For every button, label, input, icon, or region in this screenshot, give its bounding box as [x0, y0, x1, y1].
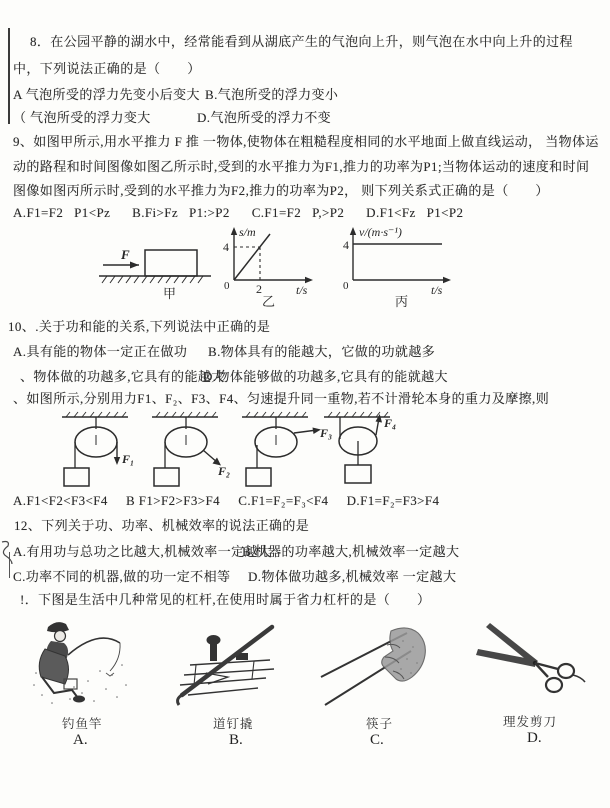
- q8-option-d: D.气泡所受的浮力不变: [197, 110, 332, 125]
- fulcrum-knob: [207, 635, 221, 645]
- letter-c: C.: [370, 732, 384, 748]
- y-tick: 4: [343, 238, 349, 252]
- scan-artifact-scribble: [0, 538, 14, 566]
- origin-label: 0: [343, 280, 349, 292]
- q13-stem: !．下图是生活中几种常见的杠杆,在使用时属于省力杠杆的是（ ）: [20, 592, 431, 607]
- q10-stem: 10、.关于功和能的关系,下列说法中正确的是: [8, 319, 271, 334]
- caption-jia: 甲: [163, 286, 177, 301]
- weight: [154, 468, 179, 486]
- q12-option-b: B.机器的功率越大,机械效率一定越大: [242, 544, 460, 559]
- x-axis-label: t/s: [431, 283, 443, 297]
- q12-option-d: D.物体做功越多,机械效率 一定越大: [248, 569, 457, 584]
- letter-a: A.: [73, 732, 88, 748]
- figure-scissors: [470, 615, 595, 711]
- caption-spike-crowbar: 道钉撬: [213, 717, 254, 731]
- force-arrowhead: [130, 262, 139, 269]
- finger-rest: [573, 675, 585, 682]
- weight: [345, 465, 371, 483]
- q10-option-a: A.具有能的物体一定正在做功: [13, 344, 188, 359]
- caption-chopsticks: 筷子: [366, 717, 394, 731]
- q11-options: A.F1<F2<F3<F4 B F1>F2>F3>F4 C.F1=F₂=F₃<F4 D.F1=F₂=F3>F4: [13, 493, 440, 508]
- force-label-f1: F₁: [122, 452, 135, 466]
- force-arrowhead: [114, 457, 120, 465]
- caption-fishing-rod: 钓鱼竿: [62, 717, 103, 731]
- y-tick: 4: [223, 240, 229, 254]
- s-t-line: [234, 234, 270, 280]
- head: [55, 631, 66, 642]
- q10-option-c: 、物体做的功越多,它具有的能越大: [20, 369, 225, 384]
- x-axis-label: t/s: [296, 283, 308, 297]
- block: [145, 250, 197, 276]
- q12-stem: 12、下列关于功、功率、机械效率的说法正确的是: [14, 518, 310, 533]
- letter-b: B.: [229, 732, 243, 748]
- force-label: F: [121, 247, 130, 262]
- q10-option-b: B.物体具有的能越大，它做的功就越多: [208, 344, 436, 359]
- weight: [64, 468, 89, 486]
- q9-options: A.F1=F2 P1<Pz B.Fi>Fz P1:>P2 C.F1=F2 P,>P2 D.F1<Fz P1<P2: [13, 205, 464, 220]
- weight: [246, 468, 271, 486]
- q9-stem-line2: 动的路程和时间图像如图乙所示时,受到的水平推力为F1,推力的功率为P1;当物体运动的速度和时间: [13, 159, 590, 174]
- q12-option-c: C.功率不同的机器,做的功一定不相等: [13, 569, 231, 584]
- ripple: [106, 673, 114, 676]
- q11-stem: 、如图所示,分别用力F1、F₂、F3、F4、匀速提升同一重物,若不计滑轮本身的重力及摩擦,则: [13, 391, 550, 406]
- caption-scissors: 理发剪刀: [503, 715, 558, 729]
- q12-option-a: A.有用功与总功之比越大,机械效率一定越大: [13, 544, 272, 559]
- origin-label: 0: [224, 280, 230, 292]
- figure-block-jia: [93, 232, 218, 302]
- handle-loop-2: [558, 664, 574, 678]
- y-axis-label: v/(m·s⁻¹): [359, 225, 402, 239]
- figure-graph-yi: [212, 222, 324, 308]
- caption-yi: 乙: [262, 294, 276, 308]
- figure-spike-crowbar: [160, 615, 295, 711]
- q9-stem-line3: 图像如图丙所示时,受到的水平推力为F2,推力的功率为P2， 则下列关系式正确的是（ ）: [13, 183, 549, 198]
- fishing-line: [110, 643, 120, 671]
- q10-option-d: D.物体能够做的功越多,它具有的能就越大: [203, 369, 448, 384]
- force-label-f4: F₄: [384, 416, 397, 430]
- boot: [73, 696, 85, 703]
- rod: [68, 638, 120, 655]
- fulcrum-post: [210, 643, 217, 661]
- force-arrowhead: [376, 414, 383, 423]
- q8-option-a: A 气泡所受的浮力先变小后变大: [13, 87, 200, 102]
- y-axis-label: s/m: [239, 225, 256, 239]
- letter-d: D.: [527, 730, 542, 746]
- q8-stem-line2: 中，下列说法正确的是（ ）: [13, 61, 201, 76]
- figure-graph-bing: [338, 222, 468, 308]
- figure-fishing-rod: [22, 615, 140, 711]
- x-tick: 2: [256, 282, 262, 296]
- scan-artifact-line: [8, 28, 10, 124]
- figure-chopsticks: [315, 615, 445, 711]
- crowbar-claw: [178, 695, 182, 705]
- figure-pulley-4: [316, 405, 412, 497]
- force-label-f3: F₃: [320, 426, 333, 440]
- q9-stem-line1: 9、如图甲所示,用水平推力 F 推 一物体,使物体在粗糙程度相同的水平地面上做直线运动， 当物体运: [13, 134, 599, 149]
- force-label-f2: F₂: [218, 464, 231, 478]
- q8-option-b: B.气泡所受的浮力变小: [205, 87, 339, 102]
- figure-pulley-1: [56, 405, 148, 497]
- caption-bing: 丙: [395, 294, 409, 308]
- hand: [382, 628, 426, 681]
- figure-pulley-2: [146, 405, 238, 497]
- handle-loop-1: [546, 678, 562, 692]
- q8-option-c: （ 气泡所受的浮力变大: [13, 110, 151, 125]
- q8-stem-line1: 8．在公园平静的湖水中，经常能看到从湖底产生的气泡向上升，则气泡在水中向上升的过程: [30, 34, 573, 49]
